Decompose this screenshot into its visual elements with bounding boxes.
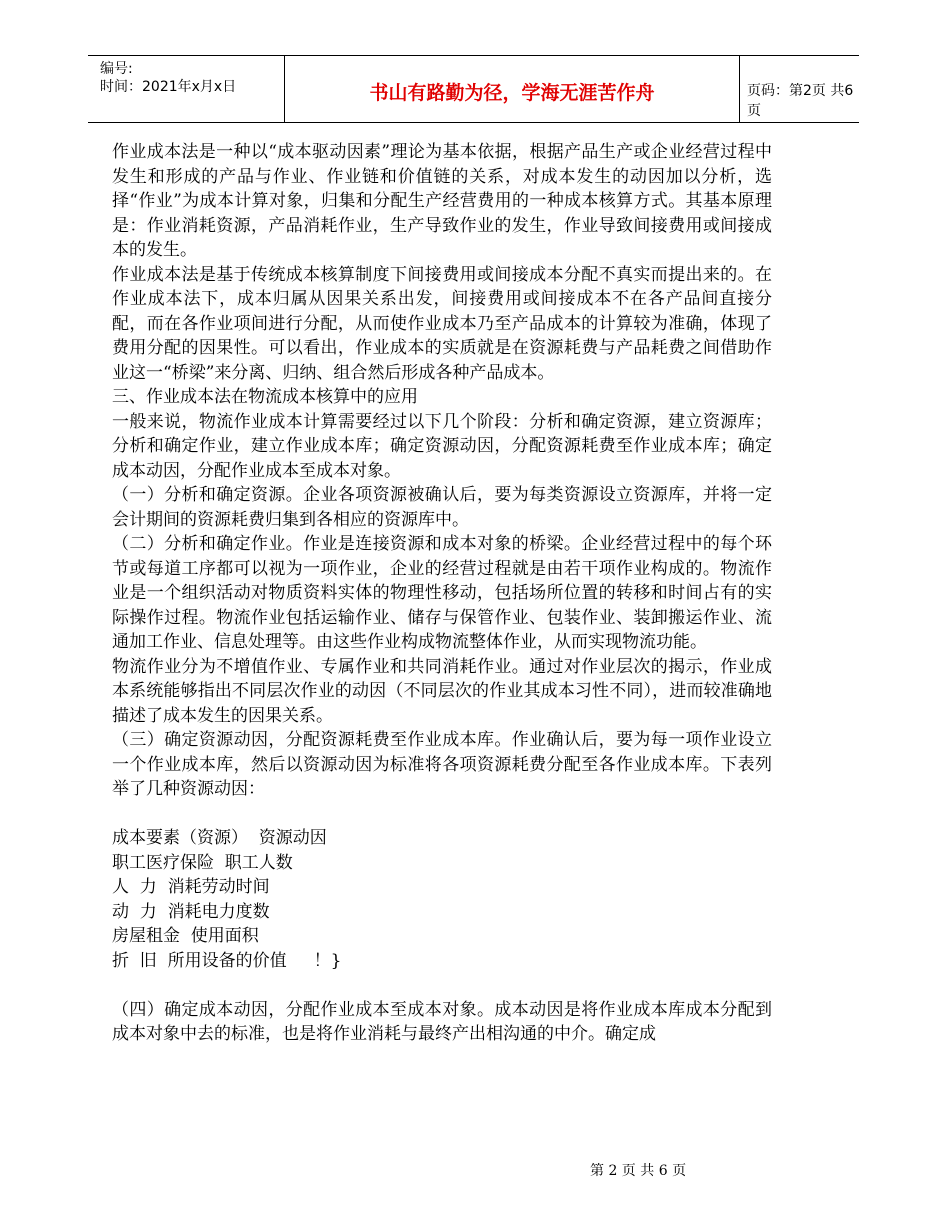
document-body [112, 140, 772, 1047]
header-motto: 书山有路勤为径，学海无涯苦作舟 [369, 82, 655, 104]
paragraph-activity-types: 物流作业分为不增值作业、专属作业和共同消耗作业。通过对作业层次的揭示，作业成本系统能够指出不同层次作业的动因（不同层次的作业其成本习性不同），进而较准确地描述了成本发生的因果关系。 [112, 656, 772, 726]
paragraph-step-one: （一）分析和确定资源。企业各项资源被确认后，要为每类资源设立资源库，并将一定会计期间的资源耗费归集到各相应的资源库中。 [112, 485, 772, 530]
header-page-cell [739, 56, 859, 122]
resource-driver-list [112, 826, 772, 973]
page-header [88, 55, 859, 123]
spacer [112, 973, 772, 998]
page-footer: 第 2 页 共 6 页 [590, 1163, 687, 1179]
document-number-label: 编号: [100, 61, 133, 77]
paragraph-step-three: （三）确定资源动因，分配资源耗费至作业成本库。作业确认后，要为每一项作业设立一个作业成本库，然后以资源动因为标准将各项资源耗费分配至各作业成本库。下表列举了几种资源动因： [112, 730, 772, 799]
header-page-info: 页码：第2页 共6页 [747, 83, 854, 119]
paragraph-abc-basis: 作业成本法是基于传统成本核算制度下间接费用或间接成本分配不真实而提出来的。在作业成本法下，成本归属从因果关系出发，间接费用或间接成本不在各产品间直接分配，而在各作业项间进行分配，从而使作业成本乃至产品成本的计算较为准确，体现了费用分配的因果性。可以看出，作业成本的实质就是在资源耗费与产品耗费之间借助作业这一“桥梁”来分离、归纳、组合然后形成各种产品成本。 [112, 264, 772, 383]
header-meta [88, 56, 284, 122]
document-date: 时间：2021年x月x日 [100, 79, 237, 95]
list-header: 成本要素（资源） 资源动因 [112, 828, 327, 848]
list-item: 动 力 消耗电力度数 [112, 901, 270, 922]
paragraph-step-four: （四）确定成本动因，分配作业成本至成本对象。成本动因是将作业成本库成本分配到成本对象中去的标准，也是将作业消耗与最终产出相沟通的中介。确定成 [112, 999, 772, 1044]
paragraph-step-two: （二）分析和确定作业。作业是连接资源和成本对象的桥梁。企业经营过程中的每个环节或每道工序都可以视为一项作业，企业的经营过程就是由若干项作业构成的。物流作业是一个组织活动对物质资料实体的物理性移动，包括场所位置的转移和时间占有的实际操作过程。物流作业包括运输作业、储存与保管作业、包装作业、装卸搬运作业、流通加工作业、信息处理等。由这些作业构成物流整体作业，从而实现物流功能。 [112, 534, 772, 652]
paragraph-stages: 一般来说，物流作业成本计算需要经过以下几个阶段：分析和确定资源，建立资源库；分析和确定作业，建立作业成本库；确定资源动因，分配资源耗费至作业成本库；确定成本动因，分配作业成本至成本对象。 [112, 411, 772, 481]
spacer [112, 802, 772, 827]
list-item: 人 力 消耗劳动时间 [112, 877, 270, 897]
list-item: 房屋租金 使用面积 [112, 926, 259, 946]
paragraph-abc-definition: 作业成本法是一种以“成本驱动因素”理论为基本依据，根据产品生产或企业经营过程中发生和形成的产品与作业、作业链和价值链的关系，对成本发生的动因加以分析，选择“作业”为成本计算对象，归集和分配生产经营费用的一种成本核算方式。其基本原理是：作业消耗资源，产品消耗作业，生产导致作业的发生，作业导致间接费用或间接成本的发生。 [112, 142, 772, 260]
section-heading: 三、作业成本法在物流成本核算中的应用 [112, 387, 418, 407]
header-motto-cell [284, 56, 740, 122]
list-item: 职工医疗保险 职工人数 [112, 852, 293, 873]
list-item: 折 旧 所用设备的价值 ！} [112, 950, 342, 971]
